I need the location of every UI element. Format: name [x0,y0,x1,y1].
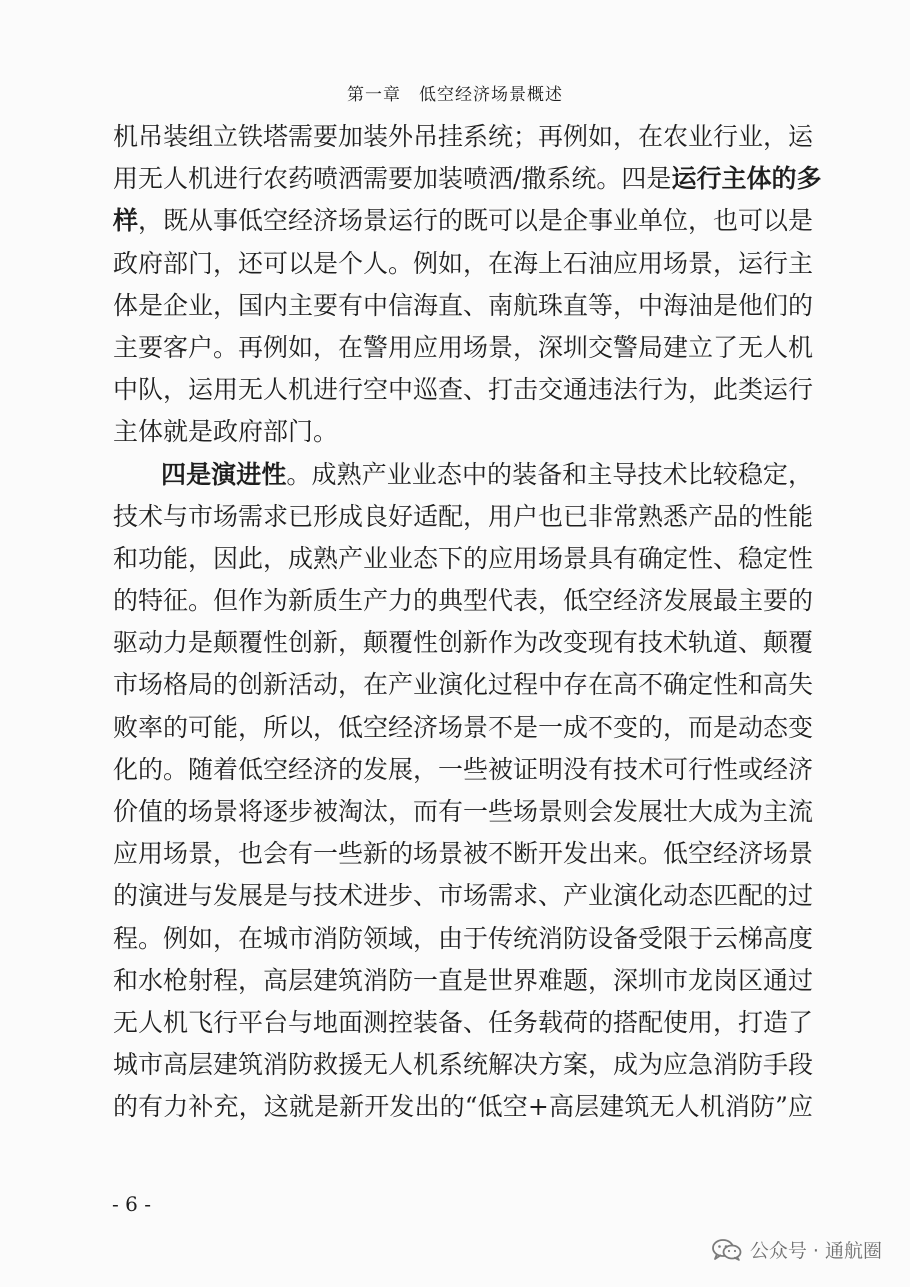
text-segment: 的特征。但作为新质生产力的典型代表，低空经济发展最主要的 [113,586,814,616]
text-line [113,200,813,242]
text-segment: 主体就是政府部门。 [113,417,339,447]
page-number: - 6 - [112,1192,151,1216]
text-line [113,1002,813,1044]
text-line [113,622,813,664]
text-segment: 驱动力是颠覆性创新，颠覆性创新作为改变现有技术轨道、颠覆 [113,628,814,658]
running-header: 第一章 低空经济场景概述 [347,85,563,105]
text-line [113,243,813,285]
wechat-icon [712,1239,742,1261]
text-segment: 和功能，因此，成熟产业业态下的应用场景具有确定性、稳定性 [113,543,814,573]
text-segment: 。成熟产业业态中的装备和主导技术比较稳定， [286,459,813,489]
bold-text-segment: 运行主体的多 [671,164,822,194]
text-line [113,833,813,875]
text-segment: 中队，运用无人机进行空中巡查、打击交通违法行为，此类运行 [113,375,814,405]
text-line [113,664,813,706]
text-segment: 的演进与发展是与技术进步、市场需求、产业演化动态匹配的过 [113,881,814,911]
text-line [113,158,822,200]
text-line [113,749,813,791]
text-line [113,454,813,496]
text-segment: 技术与市场需求已形成良好适配，用户也已非常熟悉产品的性能 [113,501,814,531]
text-segment: 机吊装组立铁塔需要加装外吊挂系统；再例如，在农业行业，运 [113,122,814,151]
text-line [113,116,813,158]
text-segment: 用无人机进行农药喷洒需要加装喷洒/撒系统。四是 [113,164,672,194]
text-line [113,791,813,833]
text-line [113,875,813,917]
text-segment: 和水枪射程，高层建筑消防一直是世界难题，深圳市龙岗区通过 [113,965,814,995]
body-text [113,116,822,1129]
text-line [113,1044,813,1086]
bold-text-segment: 四是演进性 [161,459,287,489]
text-segment: 主要客户。再例如，在警用应用场景，深圳交警局建立了无人机 [113,332,814,362]
text-segment: 政府部门，还可以是个人。例如，在海上石油应用场景，运行主 [113,248,814,278]
watermark [712,1236,882,1263]
text-line [113,327,813,369]
text-segment: 无人机飞行平台与地面测控装备、任务载荷的搭配使用，打造了 [113,1007,814,1037]
text-line [113,538,813,580]
text-segment: 体是企业，国内主要有中信海直、南航珠直等，中海油是他们的 [113,290,814,320]
text-segment: 城市高层建筑消防救援无人机系统解决方案，成为应急消防手段 [113,1050,814,1080]
text-segment: 应用场景，也会有一些新的场景被不断开发出来。低空经济场景 [113,839,814,869]
text-line [113,496,813,538]
text-segment: 价值的场景将逐步被淘汰，而有一些场景则会发展壮大成为主流 [113,797,814,826]
text-segment: 的有力补充，这就是新开发出的“低空+高层建筑无人机消防”应 [113,1092,813,1122]
text-segment: 化的。随着低空经济的发展，一些被证明没有技术可行性或经济 [113,754,814,784]
text-line [113,707,813,749]
text-line [113,411,813,453]
text-segment: 程。例如，在城市消防领域，由于传统消防设备受限于云梯高度 [113,923,814,953]
text-line [113,960,813,1002]
text-line [113,285,813,327]
text-line [113,1086,813,1128]
text-line [113,580,813,622]
text-line [113,369,813,411]
text-line [113,918,813,960]
text-segment: ，既从事低空经济场景运行的既可以是企事业单位，也可以是 [138,206,814,236]
text-segment: 败率的可能，所以，低空经济场景不是一成不变的，而是动态变 [113,712,814,742]
text-segment: 市场格局的创新活动，在产业演化过程中存在高不确定性和高失 [113,670,814,700]
bold-text-segment: 样 [113,206,139,236]
watermark-text: 公众号 · 通航圈 [749,1240,882,1262]
